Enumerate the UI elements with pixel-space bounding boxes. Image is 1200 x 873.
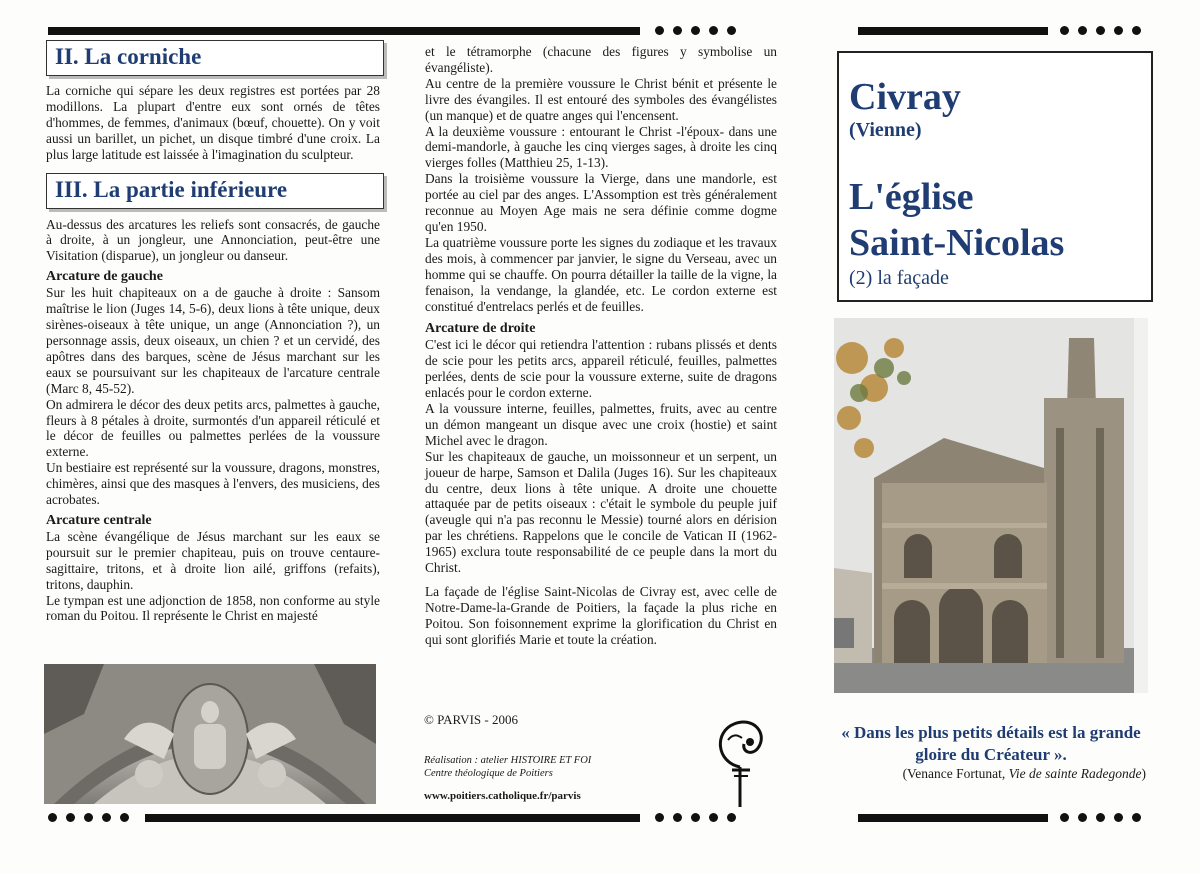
dot: [120, 813, 129, 822]
town-title: Civray: [849, 76, 961, 118]
middle-p3: A la deuxième voussure : entourant le Christ -l'époux- dans une demi-mandorle, à gauche les cinq vierges sages, à droite les cinq vierges folles (Matthieu 25, 1-13).: [425, 123, 777, 171]
section-partie-inferieure-title: III. La partie inférieure: [55, 176, 288, 202]
leaflet-subtitle: (2) la façade: [849, 267, 949, 289]
dot: [655, 813, 664, 822]
top-dots-left: [655, 26, 736, 35]
dot: [1060, 813, 1069, 822]
arcature-gauche-p2: On admirera le décor des deux petits arcs, palmettes à gauche, fleurs à 8 pétales à droite, surmontés d'un appareil réticulé et le décor de feuilles ou palmettes perlées de la voussure externe.: [46, 396, 380, 460]
arcature-centrale-heading: Arcature centrale: [46, 512, 152, 528]
dot: [691, 26, 700, 35]
section-partie-inferieure-heading-box: [46, 173, 384, 209]
top-bar-right: [858, 27, 1048, 35]
arcature-gauche-heading: Arcature de gauche: [46, 269, 163, 285]
dot: [1114, 813, 1123, 822]
dot: [673, 813, 682, 822]
dot: [1132, 813, 1141, 822]
quote-close: ): [1141, 766, 1146, 781]
dot: [655, 26, 664, 35]
church-title-line1: L'église: [849, 176, 974, 218]
dot: [1132, 26, 1141, 35]
tympanum-photo: [44, 664, 376, 804]
department-subtitle: (Vienne): [849, 119, 922, 141]
middle-p5: La quatrième voussure porte les signes du zodiaque et les travaux des mois, à commencer par janvier, le signe du Verseau, avec un homme qui se chauffe. On pourra détailler la taille de la vigne, la fenaison, la vendange, la glandée, etc. Le cordon externe est constitué d'entrelacs perlés et de feuilles.: [425, 234, 777, 314]
dot: [727, 813, 736, 822]
bottom-bar-left: [145, 814, 640, 822]
arcature-centrale-p2: Le tympan est une adjonction de 1858, non conforme au style roman du Poitou. Il représente le Christ en majesté: [46, 592, 380, 624]
dot: [709, 813, 718, 822]
quote-author: (Venance Fortunat,: [902, 766, 1009, 781]
title-box: [837, 51, 1153, 302]
bottom-bar-right: [858, 814, 1048, 822]
top-bar-left: [48, 27, 640, 35]
column-middle: [425, 44, 777, 648]
church-title-line2: Saint-Nicolas: [849, 222, 1065, 264]
arcature-centrale-p1: La scène évangélique de Jésus marchant sur les eaux se poursuit sur le premier chapiteau, puis on trouve centaure-sagittaire, tritons, et à droite lion ailé, griffons (refaits), tritons, dauphin.: [46, 528, 380, 592]
realisation-line: Réalisation : atelier HISTOIRE ET FOI: [424, 755, 592, 766]
dot: [1078, 26, 1087, 35]
top-dots-right: [1060, 26, 1141, 35]
dot: [1096, 813, 1105, 822]
dot: [727, 26, 736, 35]
dot: [1060, 26, 1069, 35]
website-link[interactable]: www.poitiers.catholique.fr/parvis: [424, 790, 581, 802]
church-facade-illustration: [834, 318, 1148, 693]
bottom-dots-mid: [655, 813, 736, 822]
dot: [48, 813, 57, 822]
dot: [1114, 26, 1123, 35]
dot: [1096, 26, 1105, 35]
bottom-dots-right: [1060, 813, 1141, 822]
dot: [709, 26, 718, 35]
section-corniche-heading-box: [46, 40, 384, 76]
middle-p2: Au centre de la première voussure le Christ bénit et présente le livre des évangiles. Il est entouré des symboles des évangélistes (un manque) et de quatre anges qui l'encensent.: [425, 75, 777, 123]
dot: [691, 813, 700, 822]
dot: [673, 26, 682, 35]
middle-p1: et le tétramorphe (chacune des figures y symbolise un évangéliste).: [425, 44, 777, 75]
church-facade-photo: [834, 318, 1148, 693]
quote-source: [836, 766, 1146, 782]
arcature-droite-p1: C'est ici le décor qui retiendra l'attention : rubans plissés et dents de scie pour les petits arcs, appareil réticulé, feuilles, palmettes perlées, dents de scie pour la voussure externe, suite de dragons enlacés pour le cordon externe.: [425, 337, 777, 401]
dot: [84, 813, 93, 822]
conclusion-text: La façade de l'église Saint-Nicolas de Civray est, avec celle de Notre-Dame-la-Grande de Poitiers, la façade la plus riche en Poitou. Son foisonnement exprime la glorification du Christ en qui sont glorifiés Marie et toute la création.: [425, 584, 777, 647]
section-corniche-title: II. La corniche: [55, 44, 202, 69]
corniche-text: La corniche qui sépare les deux registres est portées par 28 modillons. La plupart d'entre eux sont ornés de têtes d'hommes, de femmes, d'animaux (bœuf, chouette). On y voit aussi un barillet, un pichet, un disque timbré d'une croix. La plus large latitude est laissée à l'imagination du sculpteur.: [46, 83, 380, 162]
tympanum-illustration: [44, 664, 376, 804]
dot: [102, 813, 111, 822]
middle-p4: Dans la troisième voussure la Vierge, dans une mandorle, est portée au ciel par des anges. L'Assomption est très généralement reconnue au Moyen Age mais ne sera définie comme dogme qu'en 1950.: [425, 171, 777, 234]
arcature-droite-p2: A la voussure interne, feuilles, palmettes, fruits, avec au centre un démon mangeant un disque avec une croix (hostie) et saint Michel avec le dragon.: [425, 401, 777, 448]
arcature-droite-p3: Sur les chapiteaux de gauche, un moissonneur et un serpent, un joueur de harpe, Samson et Dalila (Juges 16). Sur les chapiteaux du centre, deux lions à tête unique. A droite une chouette attaquée par de petits oiseaux : c'était le symbole du peuple juif (aveugle qui n'a pas reconnu le Messie) tourné alors en dérision par les chrétiens. Rappelons que le concile de Vatican II (1962-1965) exclura toute responsabilité de ce peuple dans la mort du Christ.: [425, 448, 777, 576]
dot: [66, 813, 75, 822]
dot: [1078, 813, 1087, 822]
copyright: © PARVIS - 2006: [424, 712, 518, 727]
column-left: [46, 40, 380, 624]
arcature-gauche-p1: Sur les huit chapiteaux on a de gauche à droite : Sansom maîtrise le lion (Juges 14, 5-6), deux lions à tête unique, deux sirènes-oiseaux à tête unique, un ange (Annonciation ?), un personnage assis, deux oiseaux, un chien ? et un cervidé, des apôtres dans des barques, scène de Jésus marchant sur les eaux se poursuivant sur les chapiteaux de l'arcature centrale (Marc 8, 45-52).: [46, 285, 380, 396]
bottom-dots-left: [48, 813, 129, 822]
credits-block: [424, 712, 591, 802]
arcature-droite-heading: Arcature de droite: [425, 321, 536, 337]
quote-work: Vie de sainte Radegonde: [1008, 766, 1142, 781]
arcature-gauche-p3: Un bestiaire est représenté sur la voussure, dragons, monstres, chimères, ainsi que des masques à l'envers, des musiciens, des acrobates.: [46, 460, 380, 508]
centre-line: Centre théologique de Poitiers: [424, 768, 553, 779]
partie-inferieure-intro: Au-dessus des arcatures les reliefs sont consacrés, de gauche à droite, à un jongleur, une Annonciation, peut-être une Visitation (disparue), un jongleur ou danseur.: [46, 216, 380, 264]
crozier-logo-icon: [706, 712, 776, 812]
quote-text: « Dans les plus petits détails est la grande gloire du Créateur ».: [841, 723, 1141, 764]
